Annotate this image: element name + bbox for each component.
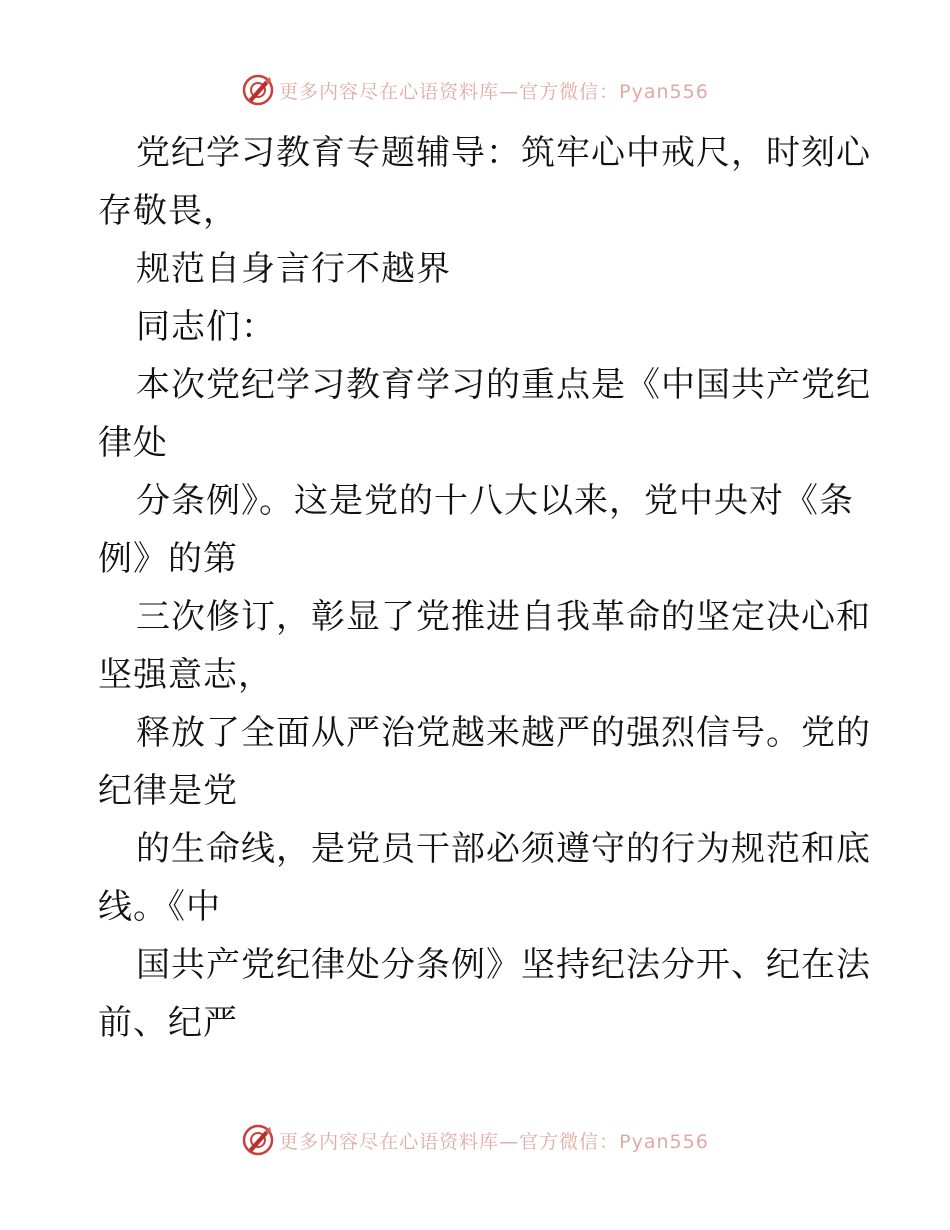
brand-logo-icon: [241, 73, 275, 107]
paragraph-line: 分条例》。这是党的十八大以来，党中央对《条 例》的第: [98, 481, 854, 579]
footer-watermark: [0, 1120, 950, 1160]
footer-watermark-text: 更多内容尽在心语资料库—官方微信：Pyan556: [279, 1130, 709, 1153]
paragraph-line: 规范自身言行不越界: [136, 249, 451, 289]
paragraph-line: 党纪学习教育专题辅导：筑牢心中戒尺，时刻心 存敬畏，: [98, 133, 871, 231]
paragraph-line: 国共产党纪律处分条例》坚持纪法分开、纪在法 前、纪严: [98, 945, 871, 1043]
header-watermark-text: 更多内容尽在心语资料库—官方微信：Pyan556: [279, 80, 709, 103]
header-watermark: [0, 70, 950, 110]
paragraph-line: 本次党纪学习教育学习的重点是《中国共产党纪 律处: [98, 365, 871, 463]
paragraph-line: 同志们：: [136, 307, 276, 347]
paragraph-line: 释放了全面从严治党越来越严的强烈信号。党的 纪律是党: [98, 713, 871, 811]
paragraph-line: 的生命线，是党员干部必须遵守的行为规范和底 线。《中: [98, 829, 871, 927]
brand-logo-icon: [241, 1123, 275, 1157]
document-body: [98, 124, 871, 1052]
paragraph-line: 三次修订，彰显了党推进自我革命的坚定决心和 坚强意志，: [98, 597, 871, 695]
